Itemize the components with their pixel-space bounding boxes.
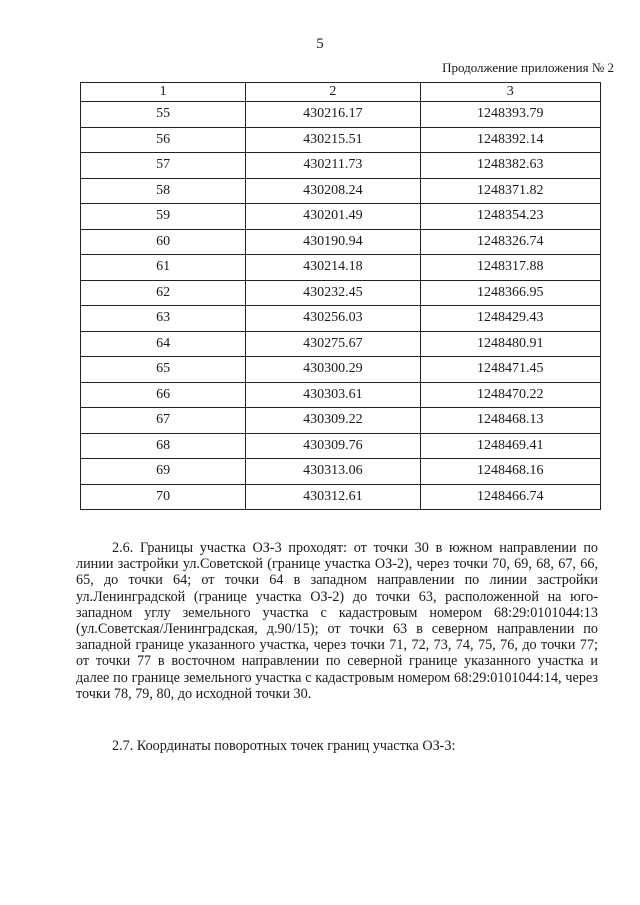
x-coordinate-cell: 430256.03: [246, 306, 420, 332]
y-coordinate-cell: 1248466.74: [420, 484, 600, 510]
point-number-cell: 67: [81, 408, 246, 434]
x-coordinate-cell: 430211.73: [246, 153, 420, 179]
x-coordinate-cell: 430309.76: [246, 433, 420, 459]
table-row: [81, 102, 601, 128]
table-row: [81, 433, 601, 459]
table-row: [81, 459, 601, 485]
header-cell: 3: [420, 83, 600, 102]
point-number-cell: 62: [81, 280, 246, 306]
point-number-cell: 61: [81, 255, 246, 281]
point-number-cell: 68: [81, 433, 246, 459]
x-coordinate-cell: 430309.22: [246, 408, 420, 434]
table-row: [81, 331, 601, 357]
point-number-cell: 60: [81, 229, 246, 255]
y-coordinate-cell: 1248366.95: [420, 280, 600, 306]
point-number-cell: 66: [81, 382, 246, 408]
header-cell: 1: [81, 83, 246, 102]
table-row: [81, 178, 601, 204]
page-number: 5: [316, 36, 324, 52]
x-coordinate-cell: 430216.17: [246, 102, 420, 128]
table-row: [81, 306, 601, 332]
y-coordinate-cell: 1248480.91: [420, 331, 600, 357]
table-row: [81, 127, 601, 153]
table-row: [81, 408, 601, 434]
table-row: [81, 280, 601, 306]
y-coordinate-cell: 1248317.88: [420, 255, 600, 281]
point-number-cell: 64: [81, 331, 246, 357]
table-row: [81, 357, 601, 383]
point-number-cell: 58: [81, 178, 246, 204]
x-coordinate-cell: 430190.94: [246, 229, 420, 255]
y-coordinate-cell: 1248429.43: [420, 306, 600, 332]
point-number-cell: 69: [81, 459, 246, 485]
x-coordinate-cell: 430275.67: [246, 331, 420, 357]
paragraph-2-7: 2.7. Координаты поворотных точек границ участка ОЗ-3:: [112, 738, 456, 754]
x-coordinate-cell: 430208.24: [246, 178, 420, 204]
coordinates-table: [80, 82, 601, 510]
y-coordinate-cell: 1248468.13: [420, 408, 600, 434]
table-row: [81, 255, 601, 281]
appendix-label: Продолжение приложения № 2: [442, 60, 614, 75]
x-coordinate-cell: 430300.29: [246, 357, 420, 383]
header-cell: 2: [246, 83, 420, 102]
point-number-cell: 55: [81, 102, 246, 128]
paragraph-2-6: 2.6. Границы участка ОЗ-3 проходят: от точки 30 в южном направлении по линии застройки ул.Советской (границе участка ОЗ-2), через точки 70, 69, 68, 67, 66, 65, до точки 64; от точки 64 в западном направлении по линии застройки ул.Ленинградской (границе участка ОЗ-2) до точки 63, расположенной на юго-западном углу земельного участка с кадастровым номером 68:29:0101044:13 (ул.Советская/Ленинградская, д.90/15); от точки 63 в северном направлении по западной границе указанного участка, через точки 71, 72, 73, 74, 75, 76, до точки 77; от точки 77 в восточном направлении по северной границе указанного участка и далее по границе земельного участка с кадастровым номером 68:29:0101044:14, через точки 78, 79, 80, до исходной точки 30.: [76, 540, 598, 702]
y-coordinate-cell: 1248469.41: [420, 433, 600, 459]
table-row: [81, 229, 601, 255]
x-coordinate-cell: 430303.61: [246, 382, 420, 408]
point-number-cell: 56: [81, 127, 246, 153]
point-number-cell: 65: [81, 357, 246, 383]
x-coordinate-cell: 430232.45: [246, 280, 420, 306]
point-number-cell: 57: [81, 153, 246, 179]
y-coordinate-cell: 1248468.16: [420, 459, 600, 485]
y-coordinate-cell: 1248354.23: [420, 204, 600, 230]
point-number-cell: 59: [81, 204, 246, 230]
y-coordinate-cell: 1248393.79: [420, 102, 600, 128]
x-coordinate-cell: 430215.51: [246, 127, 420, 153]
x-coordinate-cell: 430313.06: [246, 459, 420, 485]
y-coordinate-cell: 1248326.74: [420, 229, 600, 255]
x-coordinate-cell: 430201.49: [246, 204, 420, 230]
table-row: [81, 153, 601, 179]
point-number-cell: 70: [81, 484, 246, 510]
x-coordinate-cell: 430312.61: [246, 484, 420, 510]
y-coordinate-cell: 1248471.45: [420, 357, 600, 383]
point-number-cell: 63: [81, 306, 246, 332]
table-row: [81, 382, 601, 408]
table-row: [81, 204, 601, 230]
x-coordinate-cell: 430214.18: [246, 255, 420, 281]
table-row: [81, 484, 601, 510]
y-coordinate-cell: 1248470.22: [420, 382, 600, 408]
y-coordinate-cell: 1248371.82: [420, 178, 600, 204]
y-coordinate-cell: 1248382.63: [420, 153, 600, 179]
y-coordinate-cell: 1248392.14: [420, 127, 600, 153]
table-header-row: [81, 83, 601, 102]
